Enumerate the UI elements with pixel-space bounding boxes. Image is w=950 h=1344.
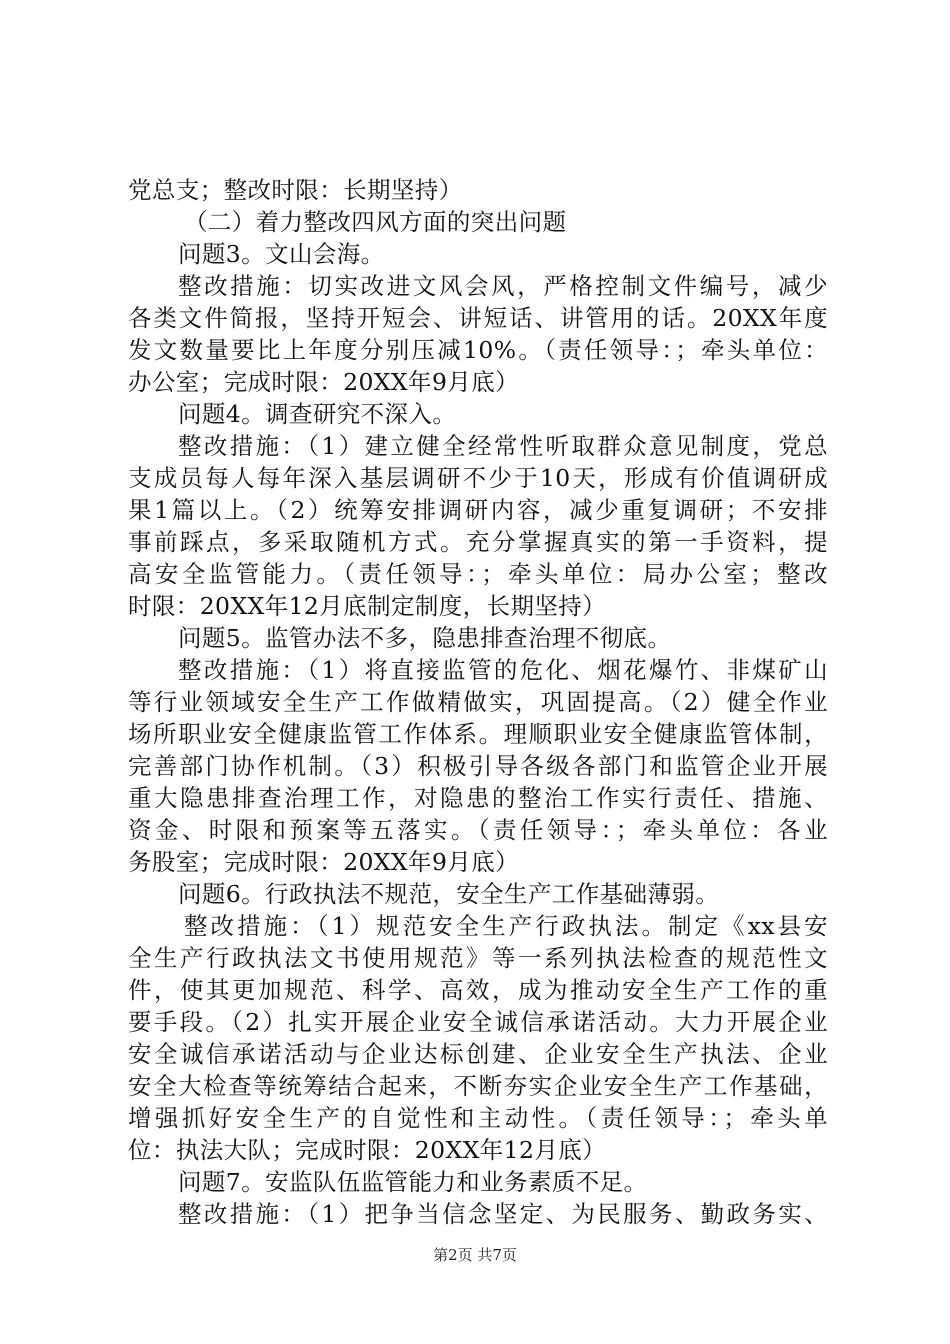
text-line: 件，使其更加规范、科学、高效，成为推动安全生产工作的重 [128, 976, 828, 1004]
text-line: 高安全监管能力。（责任领导：；牵头单位：局办公室；整改 [128, 560, 828, 588]
text-line: 增强抓好安全生产的自觉性和主动性。（责任领导：；牵头单 [128, 1104, 828, 1132]
page-footer [0, 1245, 950, 1265]
text-line: 支成员每人每年深入基层调研不少于10天，形成有价值调研成 [128, 464, 828, 492]
text-line: 位：执法大队；完成时限：20XX年12月底） [128, 1136, 607, 1164]
text-line: 党总支；整改时限：长期坚持） [128, 176, 463, 204]
text-line: 全生产行政执法文书使用规范》等一系列执法检查的规范性文 [128, 944, 828, 972]
document-body [128, 174, 828, 1230]
text-line: 发文数量要比上年度分别压减10%。（责任领导：；牵头单位： [128, 336, 828, 364]
text-line: 事前踩点，多采取随机方式。充分掌握真实的第一手资料，提 [128, 528, 828, 556]
text-line: 安全大检查等统筹结合起来，不断夯实企业安全生产工作基础， [128, 1072, 828, 1100]
text-line: 完善部门协作机制。（3）积极引导各级各部门和监管企业开展 [128, 752, 828, 780]
text-line: 问题4。调查研究不深入。 [178, 400, 457, 428]
text-line: 问题5。监管办法不多，隐患排查治理不彻底。 [178, 624, 672, 652]
text-line: 场所职业安全健康监管工作体系。理顺职业安全健康监管体制， [128, 720, 828, 748]
text-line: 时限：20XX年12月底制定制度，长期坚持） [128, 592, 607, 620]
text-line: 重大隐患排查治理工作，对隐患的整治工作实行责任、措施、 [128, 784, 828, 812]
text-line: 问题3。文山会海。 [178, 240, 385, 268]
text-line: 整改措施：（1）规范安全生产行政执法。制定《xx县安 [184, 912, 828, 940]
text-line: 要手段。（2）扎实开展企业安全诚信承诺活动。大力开展企业 [128, 1008, 828, 1036]
text-line: 整改措施：（1）把争当信念坚定、为民服务、勤政务实、 [178, 1200, 828, 1228]
text-line: 整改措施：（1）建立健全经常性听取群众意见制度，党总 [178, 432, 828, 460]
text-line: 各类文件简报，坚持开短会、讲短话、讲管用的话。20XX年度 [128, 304, 828, 332]
text-line: 整改措施：切实改进文风会风，严格控制文件编号，减少 [178, 272, 828, 300]
text-line: 资金、时限和预案等五落实。（责任领导：；牵头单位：各业 [128, 816, 828, 844]
text-line: 果1篇以上。（2）统筹安排调研内容，减少重复调研；不安排 [128, 496, 828, 524]
text-line: 问题7。安监队伍监管能力和业务素质不足。 [178, 1168, 648, 1196]
page-number-label: 第2页 共7页 [433, 1246, 517, 1264]
text-line: 安全诚信承诺活动与企业达标创建、企业安全生产执法、企业 [128, 1040, 828, 1068]
text-line: 办公室；完成时限：20XX年9月底） [128, 368, 520, 396]
text-line: 等行业领域安全生产工作做精做实，巩固提高。（2）健全作业 [128, 688, 828, 716]
text-line: 务股室；完成时限：20XX年9月底） [128, 848, 520, 876]
text-line: 问题6。行政执法不规范，安全生产工作基础薄弱。 [178, 880, 720, 908]
text-line: 整改措施：（1）将直接监管的危化、烟花爆竹、非煤矿山 [178, 656, 828, 684]
text-line: （二）着力整改四风方面的突出问题 [184, 208, 567, 236]
